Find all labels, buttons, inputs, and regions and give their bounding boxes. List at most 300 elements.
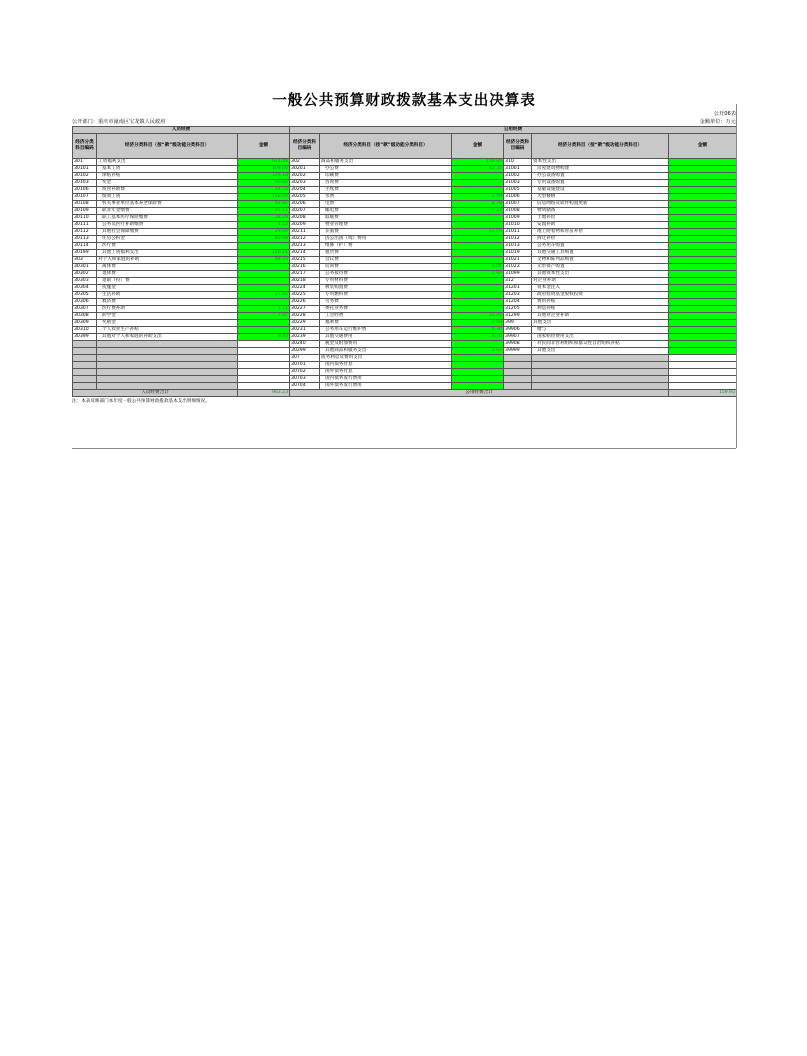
code-cell: 31009 (504, 215, 532, 222)
amount-cell (669, 348, 737, 355)
name-cell: 费用补贴 (532, 299, 669, 306)
amount-cell (452, 243, 504, 250)
amount-cell (238, 285, 290, 292)
amount-cell (669, 341, 737, 348)
name-cell (97, 348, 238, 355)
code-cell: 30231 (290, 327, 320, 334)
amount-cell (669, 264, 737, 271)
amount-cell (238, 362, 290, 369)
table-row (73, 383, 737, 390)
header-amount: 金额 (452, 134, 504, 159)
amount-cell (238, 348, 290, 355)
code-cell (73, 369, 97, 376)
amount-cell (669, 278, 737, 285)
amount-cell: 42.35 (452, 166, 504, 173)
table-row (73, 320, 737, 327)
table-row (73, 222, 737, 229)
code-cell: 30101 (73, 166, 97, 173)
table-row (73, 236, 737, 243)
name-cell: 印刷费 (320, 173, 452, 180)
name-cell: 培训费 (320, 264, 452, 271)
code-cell (504, 369, 532, 376)
amount-cell: 25.11 (238, 208, 290, 215)
code-cell: 30206 (290, 201, 320, 208)
name-cell: 离休费 (97, 264, 238, 271)
code-cell: 30227 (290, 306, 320, 313)
table-row (73, 341, 737, 348)
amount-cell: 8.78 (452, 201, 504, 208)
amount-cell (452, 222, 504, 229)
amount-cell: 4.30 (452, 327, 504, 334)
amount-cell: 2.97 (238, 313, 290, 320)
amount-cell (452, 173, 504, 180)
name-cell: 住房公积金 (97, 236, 238, 243)
name-cell: 国内债务发行费用 (320, 376, 452, 383)
amount-cell: 2.96 (452, 271, 504, 278)
code-cell: 30217 (290, 271, 320, 278)
amount-cell (452, 306, 504, 313)
table-row (73, 250, 737, 257)
amount-cell (669, 327, 737, 334)
name-cell: 工会经费 (320, 313, 452, 320)
amount-cell: 109.00 (238, 166, 290, 173)
name-cell: 工资福利支出 (97, 159, 238, 166)
code-cell: 31201 (504, 285, 532, 292)
name-cell: 伙食补助费 (97, 187, 238, 194)
table-row (73, 264, 737, 271)
code-cell: 30103 (73, 180, 97, 187)
amount-cell: 1.08 (452, 348, 504, 355)
table-row (73, 327, 737, 334)
name-cell: 电费 (320, 201, 452, 208)
amount-cell (452, 362, 504, 369)
name-cell: 因公出国（境）费用 (320, 236, 452, 243)
amount-cell (669, 299, 737, 306)
code-cell: 30211 (290, 229, 320, 236)
name-cell: 信息网络及软件购置更新 (532, 201, 669, 208)
name-cell: 福利费 (320, 320, 452, 327)
expenditure-table (72, 126, 737, 397)
name-cell: 政府投资基金股权投资 (532, 292, 669, 299)
name-cell (532, 355, 669, 362)
amount-cell (669, 313, 737, 320)
code-cell: 31019 (504, 250, 532, 257)
name-cell: 利息补贴 (532, 306, 669, 313)
code-cell: 30114 (73, 243, 97, 250)
name-cell: 办公设备购置 (532, 173, 669, 180)
code-cell: 30112 (73, 229, 97, 236)
amount-cell: 7.24 (452, 208, 504, 215)
amount-cell: 40.98 (238, 236, 290, 243)
name-cell: 无形资产购置 (532, 264, 669, 271)
name-cell: 拆迁补偿 (532, 236, 669, 243)
amount-cell (238, 243, 290, 250)
code-cell: 30307 (73, 306, 97, 313)
name-cell: 医疗费补助 (97, 306, 238, 313)
code-cell: 399 (504, 320, 532, 327)
amount-cell (452, 236, 504, 243)
report-meta (72, 110, 736, 126)
amount-cell (238, 383, 290, 390)
name-cell (532, 383, 669, 390)
code-cell: 312 (504, 278, 532, 285)
table-row (73, 376, 737, 383)
header-code: 经济分类科目编码 (73, 134, 97, 159)
amount-cell (669, 306, 737, 313)
amount-cell (452, 285, 504, 292)
amount-cell: 7.71 (238, 306, 290, 313)
name-cell: 邮电费 (320, 208, 452, 215)
code-cell (73, 348, 97, 355)
code-cell: 31008 (504, 208, 532, 215)
code-cell (504, 355, 532, 362)
amount-cell (669, 320, 737, 327)
name-cell: 公务用车运行维护费 (320, 327, 452, 334)
amount-cell (452, 383, 504, 390)
amount-cell (452, 376, 504, 383)
code-cell: 310 (504, 159, 532, 166)
amount-cell: 4.12 (238, 222, 290, 229)
name-cell (97, 355, 238, 362)
amount-cell (452, 278, 504, 285)
amount-cell: 38.29 (238, 215, 290, 222)
code-cell (73, 362, 97, 369)
footnote: 注：本表反映部门本年度一般公共预算财政拨款基本支出明细情况。 (72, 399, 210, 404)
amount-cell (669, 194, 737, 201)
amount-cell (669, 271, 737, 278)
table-row (73, 285, 737, 292)
name-cell (532, 376, 669, 383)
amount-cell (669, 201, 737, 208)
name-cell: 取暖费 (320, 215, 452, 222)
amount-cell (669, 208, 737, 215)
code-cell: 30203 (290, 180, 320, 187)
header-code: 经济分类科目编码 (290, 134, 320, 159)
amount-cell: 0.06 (452, 264, 504, 271)
name-cell: 个人农业生产补贴 (97, 327, 238, 334)
code-cell: 30308 (73, 313, 97, 320)
code-cell: 31001 (504, 166, 532, 173)
amount-cell (669, 257, 737, 264)
code-cell: 30201 (290, 166, 320, 173)
amount-cell: 159.95 (452, 159, 504, 166)
code-cell: 31205 (504, 306, 532, 313)
table-row (73, 173, 737, 180)
name-cell: 地上附着物和青苗补偿 (532, 229, 669, 236)
amount-cell (669, 383, 737, 390)
name-cell: 办公费 (320, 166, 452, 173)
table-row (73, 180, 737, 187)
code-cell (73, 355, 97, 362)
name-cell: 救济费 (97, 299, 238, 306)
code-cell: 30214 (290, 250, 320, 257)
code-cell: 30305 (73, 292, 97, 299)
name-cell: 被装购置费 (320, 285, 452, 292)
code-cell: 30199 (73, 250, 97, 257)
amount-cell (669, 180, 737, 187)
amount-cell: 2.99 (452, 194, 504, 201)
table-row (73, 215, 737, 222)
header-name: 经济分类科目（按“款”级功能分类科目） (97, 134, 238, 159)
name-cell: 赠与 (532, 327, 669, 334)
header-amount: 金额 (238, 134, 290, 159)
name-cell: 专用设备购置 (532, 180, 669, 187)
name-cell: 债务利息及费用支出 (320, 355, 452, 362)
table-row (73, 187, 737, 194)
amount-cell: 166.21 (238, 250, 290, 257)
amount-cell (669, 285, 737, 292)
code-cell: 30226 (290, 299, 320, 306)
code-cell: 303 (73, 257, 97, 264)
code-cell: 30218 (290, 278, 320, 285)
name-cell: 国内债务付息 (320, 362, 452, 369)
name-cell: 专用燃料费 (320, 292, 452, 299)
amount-cell: 29.09 (238, 229, 290, 236)
amount-cell (669, 236, 737, 243)
code-cell: 31010 (504, 222, 532, 229)
code-cell: 30111 (73, 222, 97, 229)
code-cell: 30229 (290, 320, 320, 327)
header-name: 经济分类科目（按“款”级功能分类科目） (532, 134, 669, 159)
name-cell: 对民间非营利组织和群众性自治组织补贴 (532, 341, 669, 348)
code-cell: 39906 (504, 327, 532, 334)
code-cell: 30205 (290, 194, 320, 201)
amount-cell (669, 250, 737, 257)
code-cell: 31203 (504, 292, 532, 299)
amount-cell (669, 355, 737, 362)
code-cell: 30215 (290, 257, 320, 264)
code-cell: 30702 (290, 369, 320, 376)
name-cell: 房屋建筑物购建 (532, 166, 669, 173)
code-cell: 30212 (290, 236, 320, 243)
name-cell: 其他支出 (532, 348, 669, 355)
name-cell (97, 376, 238, 383)
amount-cell (238, 341, 290, 348)
code-cell: 30399 (73, 334, 97, 341)
amount-cell: 9.25 (238, 334, 290, 341)
table-row (73, 292, 737, 299)
code-cell (73, 341, 97, 348)
amount-cell (452, 215, 504, 222)
personnel-total-value: 963.23 (238, 390, 290, 397)
amount-cell (452, 292, 504, 299)
code-cell: 30301 (73, 264, 97, 271)
name-cell: 其他支出 (532, 320, 669, 327)
code-cell: 39908 (504, 341, 532, 348)
amount-cell (452, 369, 504, 376)
code-cell: 30225 (290, 292, 320, 299)
section-public: 公用经费 (290, 127, 737, 134)
form-number: 公开06表 (713, 111, 736, 117)
sheet-bottom-edge (72, 448, 736, 449)
sheet-right-edge (736, 104, 737, 448)
amount-cell: 129.18 (238, 173, 290, 180)
code-cell: 39907 (504, 334, 532, 341)
code-cell: 31003 (504, 180, 532, 187)
amount-cell (452, 250, 504, 257)
code-cell: 30208 (290, 215, 320, 222)
amount-cell (452, 299, 504, 306)
code-cell: 302 (290, 159, 320, 166)
code-cell: 301 (73, 159, 97, 166)
table-row (73, 334, 737, 341)
code-cell: 30309 (73, 320, 97, 327)
amount-cell (669, 222, 737, 229)
table-row (73, 306, 737, 313)
code-cell (73, 383, 97, 390)
name-cell (97, 383, 238, 390)
code-cell: 31002 (504, 173, 532, 180)
code-cell: 31099 (504, 271, 532, 278)
table-row (73, 313, 737, 320)
amount-cell (669, 376, 737, 383)
section-header-row (73, 127, 737, 134)
name-cell: 对个人和家庭的补助 (97, 257, 238, 264)
table-row (73, 201, 737, 208)
name-cell: 生活补助 (97, 292, 238, 299)
code-cell: 31011 (504, 229, 532, 236)
code-cell: 31006 (504, 194, 532, 201)
name-cell: 其他交通费用 (320, 334, 452, 341)
amount-cell (238, 271, 290, 278)
name-cell: 其他交通工具购置 (532, 250, 669, 257)
name-cell: 物业管理费 (320, 222, 452, 229)
name-cell: 维修（护）费 (320, 243, 452, 250)
amount-cell (669, 159, 737, 166)
code-cell: 31012 (504, 236, 532, 243)
name-cell: 物资储备 (532, 208, 669, 215)
code-cell: 30204 (290, 187, 320, 194)
header-name: 经济分类科目（按“款”级功能分类科目） (320, 134, 452, 159)
table-row (73, 208, 737, 215)
code-cell: 30299 (290, 348, 320, 355)
name-cell: 医疗费 (97, 243, 238, 250)
name-cell: 职工基本医疗保险缴费 (97, 215, 238, 222)
name-cell: 租赁费 (320, 250, 452, 257)
name-cell: 其他资本性支出 (532, 271, 669, 278)
amount-cell (238, 369, 290, 376)
code-cell: 30304 (73, 285, 97, 292)
amount-cell: 90.92 (238, 180, 290, 187)
name-cell: 劳务费 (320, 299, 452, 306)
code-cell: 39999 (504, 348, 532, 355)
code-cell: 30213 (290, 243, 320, 250)
table-row (73, 278, 737, 285)
code-cell: 31013 (504, 243, 532, 250)
code-cell (73, 376, 97, 383)
name-cell (97, 341, 238, 348)
code-cell: 30102 (73, 173, 97, 180)
code-cell: 31005 (504, 187, 532, 194)
amount-cell (669, 334, 737, 341)
name-cell: 会议费 (320, 257, 452, 264)
code-cell: 30701 (290, 362, 320, 369)
code-cell: 31204 (504, 299, 532, 306)
amount-cell (452, 187, 504, 194)
amount-cell (669, 292, 737, 299)
code-cell: 30224 (290, 285, 320, 292)
name-cell: 文物和陈列品购置 (532, 257, 669, 264)
amount-cell: 27.81 (238, 292, 290, 299)
public-total-value: 159.95 (669, 390, 737, 397)
code-cell: 30107 (73, 194, 97, 201)
name-cell: 津贴补贴 (97, 173, 238, 180)
name-cell (97, 369, 238, 376)
name-cell (97, 362, 238, 369)
public-total-label: 公用经费合计 (290, 390, 669, 397)
table-row (73, 243, 737, 250)
table-row (73, 362, 737, 369)
name-cell: 大型修缮 (532, 194, 669, 201)
code-cell: 30703 (290, 376, 320, 383)
amount-cell (238, 327, 290, 334)
amount-cell (452, 341, 504, 348)
amount-cell (669, 369, 737, 376)
code-cell: 307 (290, 355, 320, 362)
table-row (73, 257, 737, 264)
name-cell: 其他商品和服务支出 (320, 348, 452, 355)
name-cell: 税金及附加费用 (320, 341, 452, 348)
name-cell: 手续费 (320, 187, 452, 194)
amount-cell (669, 166, 737, 173)
name-cell: 商品和服务支出 (320, 159, 452, 166)
name-cell: 抚恤金 (97, 285, 238, 292)
code-cell: 31299 (504, 313, 532, 320)
name-cell: 退职（役）费 (97, 278, 238, 285)
name-cell: 资本性支出 (532, 159, 669, 166)
code-cell: 30306 (73, 299, 97, 306)
amount-cell: 914.48 (238, 159, 290, 166)
code-cell: 30239 (290, 334, 320, 341)
code-cell: 30216 (290, 264, 320, 271)
amount-cell (452, 257, 504, 264)
amount-cell (238, 355, 290, 362)
code-cell: 30228 (290, 313, 320, 320)
amount-cell: 54.72 (238, 187, 290, 194)
name-cell: 基本工资 (97, 166, 238, 173)
table-row (73, 369, 737, 376)
amount-cell: 4.76 (452, 334, 504, 341)
amount-cell (238, 278, 290, 285)
name-cell: 资本金注入 (532, 285, 669, 292)
table-row (73, 348, 737, 355)
department-label: 公开部门：重庆市潼南区宝龙镇人民政府 (72, 119, 166, 125)
amount-cell: 158.00 (238, 194, 290, 201)
name-cell: 助学金 (97, 313, 238, 320)
amount-cell (238, 320, 290, 327)
table-row (73, 194, 737, 201)
name-cell: 公务接待费 (320, 271, 452, 278)
name-cell: 其他社会保障缴费 (97, 229, 238, 236)
name-cell: 咨询费 (320, 180, 452, 187)
amount-cell: 62.00 (452, 229, 504, 236)
name-cell: 其他对企业补助 (532, 313, 669, 320)
code-cell: 30202 (290, 173, 320, 180)
code-cell: 30302 (73, 271, 97, 278)
amount-cell (669, 187, 737, 194)
name-cell: 公务员医疗补助缴费 (97, 222, 238, 229)
column-header-row (73, 134, 737, 159)
amount-cell: 2.99 (452, 320, 504, 327)
code-cell: 30106 (73, 187, 97, 194)
amount-cell (669, 229, 737, 236)
name-cell: 土地补偿 (532, 215, 669, 222)
code-cell: 30310 (73, 327, 97, 334)
code-cell (504, 383, 532, 390)
name-cell (532, 362, 669, 369)
amount-cell (452, 355, 504, 362)
name-cell: 奖金 (97, 180, 238, 187)
